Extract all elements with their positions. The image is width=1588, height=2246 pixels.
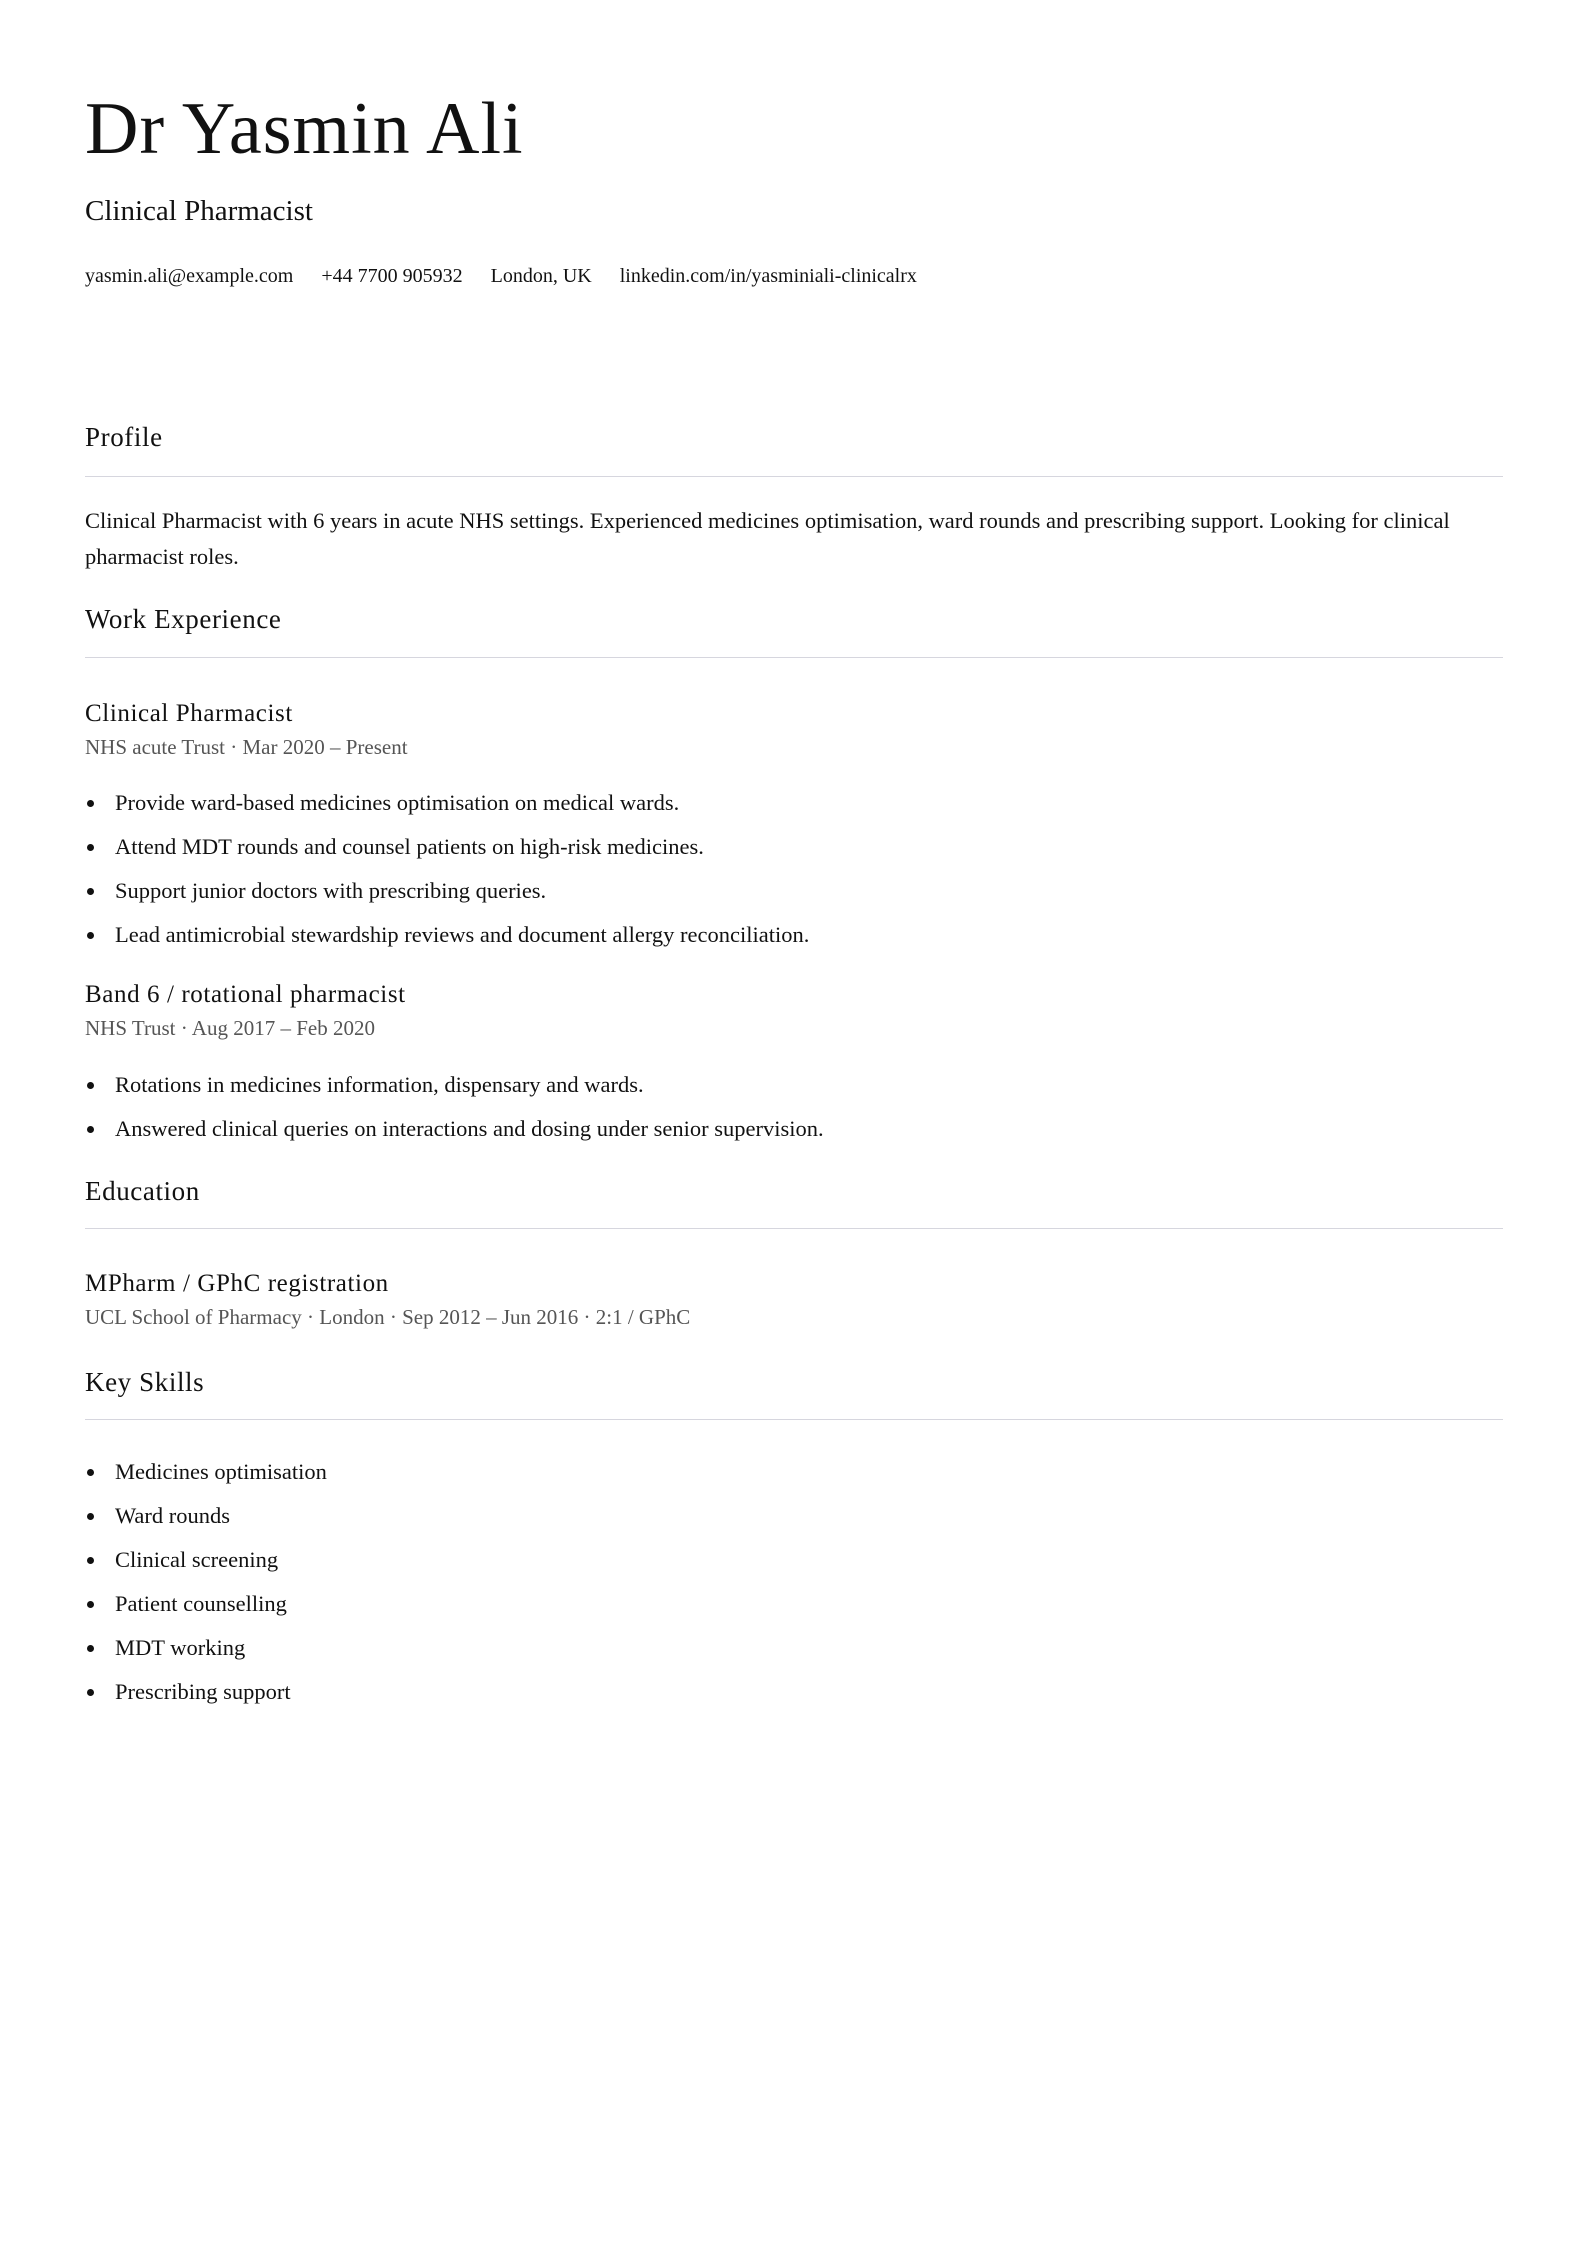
profile-divider [85, 476, 1503, 477]
job-bullet: Support junior doctors with prescribing queries. [85, 869, 1503, 913]
skills-list [85, 1450, 1503, 1714]
contact-location: London, UK [490, 265, 592, 287]
experience-divider [85, 657, 1503, 658]
job-bullet: Lead antimicrobial stewardship reviews and document allergy reconciliation. [85, 913, 1503, 957]
contact-phone: +44 7700 905932 [321, 265, 463, 287]
contact-line [85, 266, 917, 286]
education-divider [85, 1228, 1503, 1229]
skills-divider [85, 1419, 1503, 1420]
job-meta: NHS Trust · Aug 2017 – Feb 2020 [85, 1016, 375, 1040]
job-bullet: Rotations in medicines information, dispensary and wards. [85, 1063, 1503, 1107]
job-bullet: Answered clinical queries on interactions and dosing under senior supervision. [85, 1107, 1503, 1151]
job-bullet: Attend MDT rounds and counsel patients on high-risk medicines. [85, 825, 1503, 869]
experience-heading: Work Experience [85, 604, 282, 634]
skill-item: Patient counselling [85, 1582, 1503, 1626]
skill-item: Medicines optimisation [85, 1450, 1503, 1494]
job-bullets [85, 781, 1503, 957]
job-bullet: Provide ward-based medicines optimisation on medical wards. [85, 781, 1503, 825]
job-bullets [85, 1063, 1503, 1151]
candidate-headline: Clinical Pharmacist [85, 195, 313, 227]
profile-heading: Profile [85, 422, 163, 452]
skills-heading: Key Skills [85, 1367, 205, 1397]
contact-email[interactable]: yasmin.ali@example.com [85, 265, 294, 287]
skill-item: MDT working [85, 1626, 1503, 1670]
education-degree: MPharm / GPhC registration [85, 1270, 389, 1297]
job-title: Band 6 / rotational pharmacist [85, 981, 406, 1008]
education-heading: Education [85, 1176, 200, 1206]
candidate-name: Dr Yasmin Ali [85, 88, 524, 170]
skill-item: Prescribing support [85, 1670, 1503, 1714]
job-title: Clinical Pharmacist [85, 700, 293, 727]
profile-text: Clinical Pharmacist with 6 years in acute NHS settings. Experienced medicines optimisation, ward rounds and prescribing support. Looking for clinical pharmacist roles. [85, 508, 1450, 569]
job-meta: NHS acute Trust · Mar 2020 – Present [85, 735, 408, 759]
contact-linkedin[interactable]: linkedin.com/in/yasminiali-clinicalrx [619, 265, 917, 287]
skill-item: Clinical screening [85, 1538, 1503, 1582]
skill-item: Ward rounds [85, 1494, 1503, 1538]
education-meta: UCL School of Pharmacy · London · Sep 2012 – Jun 2016 · 2:1 / GPhC [85, 1305, 691, 1329]
